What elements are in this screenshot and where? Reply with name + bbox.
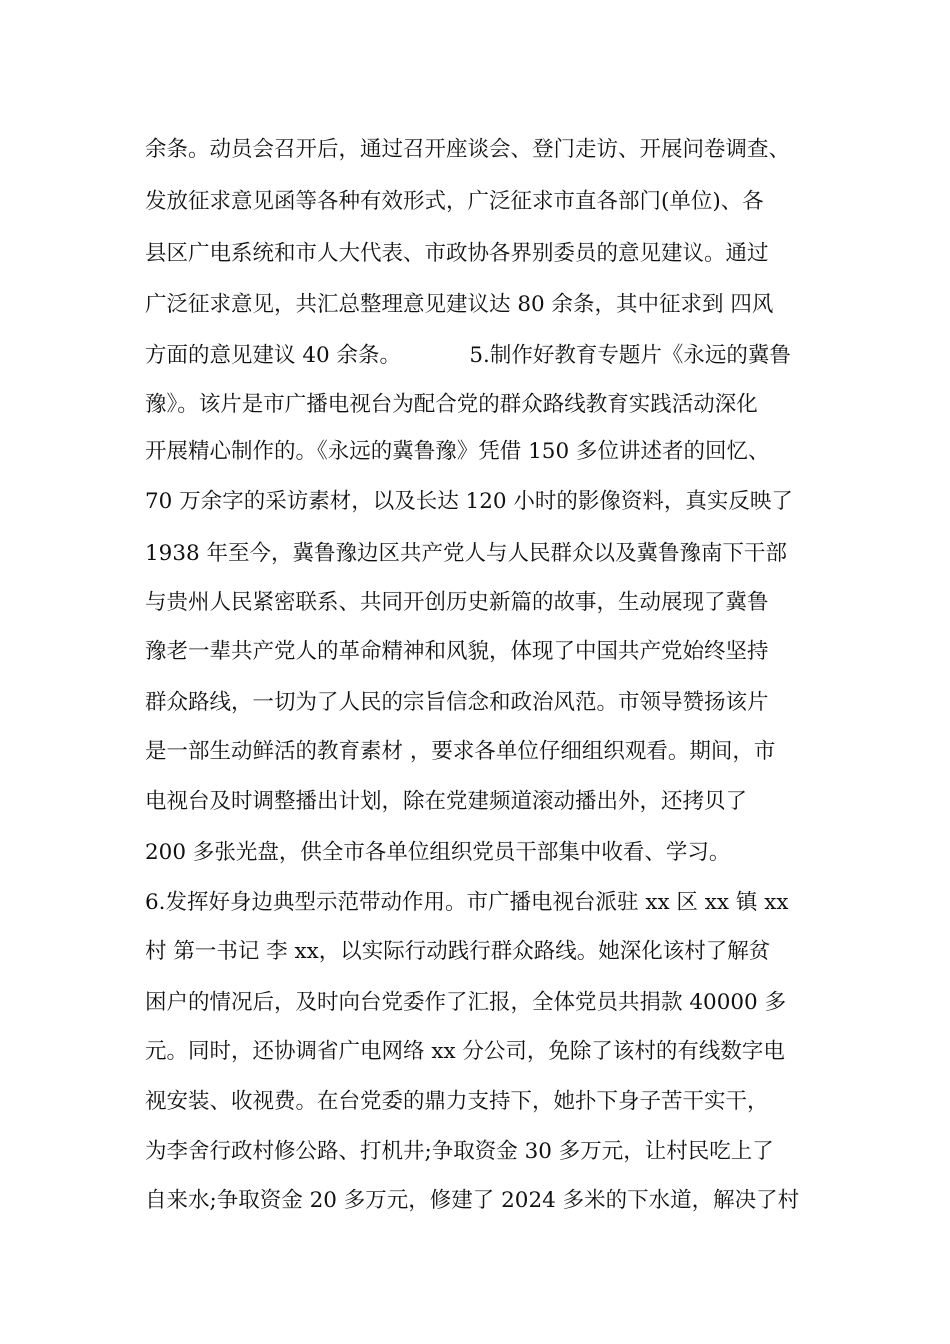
text-line-16: 6.发挥好身边典型示范带动作用。市广播电视台派驻 xx 区 xx 镇 xx (145, 890, 789, 915)
text-line-9: 1938 年至今，冀鲁豫边区共产党人与人民群众以及冀鲁豫南下干部 (145, 541, 788, 566)
text-line-21: 为李舍行政村修公路、打机井;争取资金 30 多万元，让村民吃上了 (145, 1139, 774, 1164)
text-line-1: 余条。动员会召开后，通过召开座谈会、登门走访、开展问卷调查、 (145, 137, 791, 162)
text-line-17: 村 第一书记 李 xx，以实际行动践行群众路线。她深化该村了解贫 (145, 939, 771, 964)
text-line-10: 与贵州人民紧密联系、共同开创历史新篇的故事，生动展现了冀鲁 (145, 590, 769, 615)
text-line-11: 豫老一辈共产党人的革命精神和风貌，体现了中国共产党始终坚持 (145, 639, 769, 664)
text-line-19: 元。同时，还协调省广电网络 xx 分公司，免除了该村的有线数字电 (145, 1039, 785, 1064)
text-line-7: 开展精心制作的。《永远的冀鲁豫》凭借 150 多位讲述者的回忆、 (145, 439, 770, 464)
text-line-13: 是一部生动鲜活的教育素材 ，要求各单位仔细组织观看。期间，市 (145, 739, 776, 764)
text-line-6: 豫》。该片是市广播电视台为配合党的群众路线教育实践活动深化 (145, 392, 758, 417)
text-line-18: 困户的情况后，及时向台党委作了汇报，全体党员共捐款 40000 多 (145, 990, 787, 1015)
text-line-14: 电视台及时调整播出计划，除在党建频道滚动播出外，还拷贝了 (145, 789, 748, 814)
text-line-5: 方面的意见建议 40 余条。 5.制作好教育专题片《永远的冀鲁 (145, 343, 791, 368)
text-line-12: 群众路线，一切为了人民的宗旨信念和政治风范。市领导赞扬该片 (145, 690, 769, 715)
text-line-22: 自来水;争取资金 20 多万元，修建了 2024 多米的下水道，解决了村 (145, 1188, 800, 1213)
text-line-20: 视安装、收视费。在台党委的鼎力支持下，她扑下身子苦干实干， (145, 1089, 769, 1114)
text-line-8: 70 万余字的采访素材，以及长达 120 小时的影像资料，真实反映了 (145, 489, 793, 514)
text-line-2: 发放征求意见函等各种有效形式，广泛征求市直各部门(单位)、各 (145, 189, 764, 214)
text-line-15: 200 多张光盘，供全市各单位组织党员干部集中收看、学习。 (145, 840, 731, 865)
text-line-3: 县区广电系统和市人大代表、市政协各界别委员的意见建议。通过 (145, 241, 769, 266)
text-line-4: 广泛征求意见，共汇总整理意见建议达 80 余条，其中征求到 四风 (145, 292, 774, 317)
